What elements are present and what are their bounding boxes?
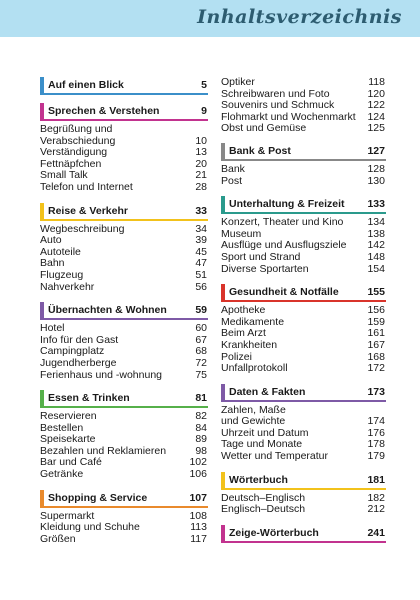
toc-entry-page: 159 [367,315,385,328]
toc-entry-obst-und-gemuese[interactable] [221,123,386,135]
toc-entry-label: Auto [40,234,62,247]
toc-entry-label: Getränke [40,468,84,481]
section-title: Wörterbuch [229,473,288,486]
section-page: 59 [195,304,207,317]
toc-entry-englisch-deutsch[interactable] [221,504,386,516]
toc-entry-page: 68 [195,345,207,358]
toc-entry-label: und Gewichte [221,415,286,428]
toc-entry-page: 28 [195,180,207,193]
toc-entry-unfallprotokoll[interactable] [221,363,386,375]
toc-entry-page: 138 [367,227,385,240]
toc-section-woerterbuch [221,472,386,516]
toc-entry-label: Ferienhaus und -wohnung [40,368,163,381]
section-title: Essen & Trinken [48,392,130,405]
section-heading[interactable] [221,384,386,401]
section-entries [40,224,208,294]
toc-entry-getraenke[interactable] [40,469,208,481]
section-heading[interactable] [221,284,386,301]
toc-entry-page: 84 [195,421,207,434]
toc-entry-label: Speisekarte [40,433,96,446]
toc-entry-groessen[interactable] [40,534,208,546]
toc-section-sprechen-verstehen [40,103,208,194]
section-page: 9 [201,105,207,117]
toc-entry-page: 10 [195,134,207,147]
toc-entry-page: 39 [195,234,207,247]
toc-entry-label: Reservieren [40,410,97,423]
toc-section-shopping-service [40,490,208,546]
section-title: Zeige-Wörterbuch [229,526,319,539]
section-title: Sprechen & Verstehen [48,105,160,117]
toc-entry-page: 176 [367,426,385,439]
toc-entry-label: Bestellen [40,421,84,434]
section-page: 33 [195,204,207,217]
toc-entry-begruessung-und[interactable] [40,124,208,136]
toc-entry-label: Bezahlen und Reklamieren [40,444,167,457]
toc-entry-autoteile[interactable] [40,247,208,259]
section-title: Unterhaltung & Freizeit [229,198,345,211]
section-page: 173 [367,385,385,398]
toc-entry-page: 156 [367,304,385,317]
toc-entry-label: Verabschiedung [40,134,116,147]
toc-entry-page: 56 [195,280,207,293]
toc-entry-label: Konzert, Theater und Kino [221,216,344,229]
toc-entry-page: 113 [190,521,207,534]
toc-entry-page: 212 [367,503,385,516]
toc-entry-label: Bar und Café [40,456,102,469]
section-title: Daten & Fakten [229,385,306,398]
toc-entry-label: Supermarkt [40,509,95,522]
toc-entry-label: Schreibwaren und Foto [221,87,330,100]
toc-entry-diverse-sportarten[interactable] [221,264,386,276]
section-page: 133 [367,198,385,211]
toc-entry-page: 178 [367,438,385,451]
section-page: 181 [367,473,385,486]
toc-entry-page: 125 [367,122,385,135]
section-heading[interactable] [40,203,208,220]
toc-entry-page: 182 [367,491,385,504]
toc-entry-page: 174 [367,415,385,428]
toc-entry-page: 106 [189,468,207,481]
toc-entry-label: Krankheiten [221,338,278,351]
toc-entry-page: 120 [367,87,385,100]
toc-entry-sport-und-strand[interactable] [221,252,386,264]
toc-entry-label: Verständigung [40,146,108,159]
toc-entry-page: 154 [367,262,385,275]
section-title: Bank & Post [229,144,291,157]
toc-continued-entries [221,77,386,135]
toc-entry-nahverkehr[interactable] [40,282,208,294]
section-page: 81 [195,392,207,405]
toc-section-reise-verkehr [40,203,208,294]
toc-entry-page: 21 [195,169,207,182]
section-heading[interactable] [40,77,208,94]
toc-entry-hotel[interactable] [40,323,208,335]
page-title: Inhaltsverzeichnis [197,6,402,28]
toc-entry-label: Museum [221,227,262,240]
section-heading[interactable] [40,302,208,319]
toc-entry-label: Nahverkehr [40,280,95,293]
toc-entry-page: 179 [367,450,385,463]
toc-entry-page: 128 [367,162,385,175]
toc-section-daten-fakten [221,384,386,463]
toc-section-auf-einen-blick [40,77,208,94]
toc-entry-page: 47 [195,257,207,270]
toc-entry-page: 167 [367,338,385,351]
header-bar [0,0,420,37]
section-entries [40,323,208,381]
toc-right-column [221,77,386,551]
section-entries [221,305,386,375]
section-entries [40,511,208,546]
toc-entry-label: Sport und Strand [221,250,301,263]
toc-entry-page: 172 [367,362,385,375]
toc-section-bank-post [221,143,386,187]
toc-entry-label: Beim Arzt [221,327,266,340]
toc-entry-page: 118 [368,76,385,88]
toc-entry-label: Souvenirs und Schmuck [221,99,335,112]
toc-entry-page: 161 [367,327,385,340]
toc-entry-page: 148 [367,250,385,263]
toc-entry-label: Zahlen, Maße [221,403,286,416]
toc-entry-label: Diverse Sportarten [221,262,309,275]
toc-entry-page: 122 [367,99,385,112]
toc-entry-label: Flugzeug [40,268,84,281]
toc-entry-page: 168 [367,350,385,363]
toc-entry-label: Medikamente [221,315,285,328]
section-entries [40,411,208,481]
toc-entry-label: Kleidung und Schuhe [40,521,140,534]
toc-entry-label: Info für den Gast [40,333,119,346]
toc-entry-label: Telefon und Internet [40,180,133,193]
toc-section-zeige-woerterbuch [221,525,386,542]
section-heading[interactable] [40,103,208,120]
toc-left-column [40,77,208,554]
toc-entry-page: 130 [367,174,385,187]
section-page: 241 [367,526,385,539]
toc-entry-wetter-und-temperatur[interactable] [221,451,386,463]
toc-entry-page: 82 [195,410,207,423]
toc-entry-page: 108 [189,509,207,522]
toc-entry-apotheke[interactable] [221,305,386,317]
toc-entry-label: Small Talk [40,169,88,182]
toc-entry-page: 142 [367,239,385,252]
toc-entry-label: Flohmarkt und Wochenmarkt [221,110,356,123]
toc-section-uebernachten-wohnen [40,302,208,381]
toc-entry-label: Obst und Gemüse [221,122,307,135]
section-heading[interactable] [40,490,208,507]
toc-entry-post[interactable] [221,176,386,188]
toc-section-gesundheit-notfaelle [221,284,386,375]
section-title: Reise & Verkehr [48,204,128,217]
toc-entry-label: Größen [40,532,76,545]
toc-entry-flugzeug[interactable] [40,270,208,282]
toc-section-unterhaltung-freizeit [221,196,386,275]
toc-entry-page: 134 [367,216,385,229]
toc-entry-label: Autoteile [40,245,81,258]
section-page: 5 [201,79,207,91]
toc-entry-konzert-theater-und-kino[interactable] [221,217,386,229]
section-entries [221,493,386,516]
toc-entry-label: Ausflüge und Ausflugsziele [221,239,347,252]
toc-entry-page: 102 [189,456,207,469]
section-entries [40,124,208,194]
section-entries [221,405,386,463]
toc-entry-telefon-und-internet[interactable] [40,182,208,194]
section-entries [221,164,386,187]
toc-entry-page: 67 [195,333,207,346]
toc-entry-page: 45 [195,245,207,258]
toc-entry-page: 51 [195,268,207,281]
toc-entry-label: Tage und Monate [221,438,303,451]
toc-entry-krankheiten[interactable] [221,340,386,352]
toc-entry-label: Begrüßung und [40,123,113,135]
section-heading[interactable] [221,196,386,213]
toc-entry-label: Polizei [221,350,252,363]
toc-entry-label: Optiker [221,76,255,88]
section-page: 155 [367,286,385,299]
toc-entry-label: Campingplatz [40,345,105,358]
toc-entry-ferienhaus-und-wohnung[interactable] [40,370,208,382]
section-page: 127 [367,144,385,157]
toc-entry-bank[interactable] [221,164,386,176]
toc-entry-page: 13 [195,146,207,159]
toc-entry-auto[interactable] [40,235,208,247]
toc-entry-label: Wegbeschreibung [40,222,125,235]
toc-entry-optiker[interactable] [221,77,386,89]
toc-entry-label: Bahn [40,257,65,270]
toc-entry-label: Englisch–Deutsch [221,503,306,516]
section-title: Gesundheit & Notfälle [229,286,339,299]
toc-entry-page: 98 [195,444,207,457]
toc-entry-label: Unfallprotokoll [221,362,288,375]
section-entries [221,217,386,275]
section-title: Übernachten & Wohnen [48,304,167,317]
toc-entry-label: Bank [221,162,245,175]
toc-entry-page: 20 [195,157,207,170]
toc-section-essen-trinken [40,390,208,481]
section-heading[interactable] [221,525,386,542]
section-heading[interactable] [40,390,208,407]
toc-entry-label: Jugendherberge [40,356,117,369]
toc-entry-page: 60 [195,322,207,335]
toc-entry-label: Uhrzeit und Datum [221,426,309,439]
toc-entry-page: 75 [195,368,207,381]
toc-entry-wegbeschreibung[interactable] [40,224,208,236]
toc-entry-label: Fettnäpfchen [40,157,102,170]
section-title: Auf einen Blick [48,79,124,91]
toc-entry-jugendherberge[interactable] [40,358,208,370]
toc-entry-page: 34 [195,222,207,235]
toc-entry-label: Wetter und Temperatur [221,450,328,463]
toc-entry-page: 124 [367,110,385,123]
toc-entry-label: Post [221,174,243,187]
toc-entry-label: Hotel [40,322,65,335]
section-heading[interactable] [221,472,386,489]
toc-entry-label: Apotheke [221,304,266,317]
toc-entry-page: 89 [195,433,207,446]
toc-entry-reservieren[interactable] [40,411,208,423]
toc-entry-label: Deutsch–Englisch [221,491,306,504]
toc-entry-page: 72 [195,356,207,369]
section-page: 107 [189,491,207,504]
section-heading[interactable] [221,143,386,160]
toc-entry-page: 117 [190,532,207,545]
section-title: Shopping & Service [48,491,148,504]
